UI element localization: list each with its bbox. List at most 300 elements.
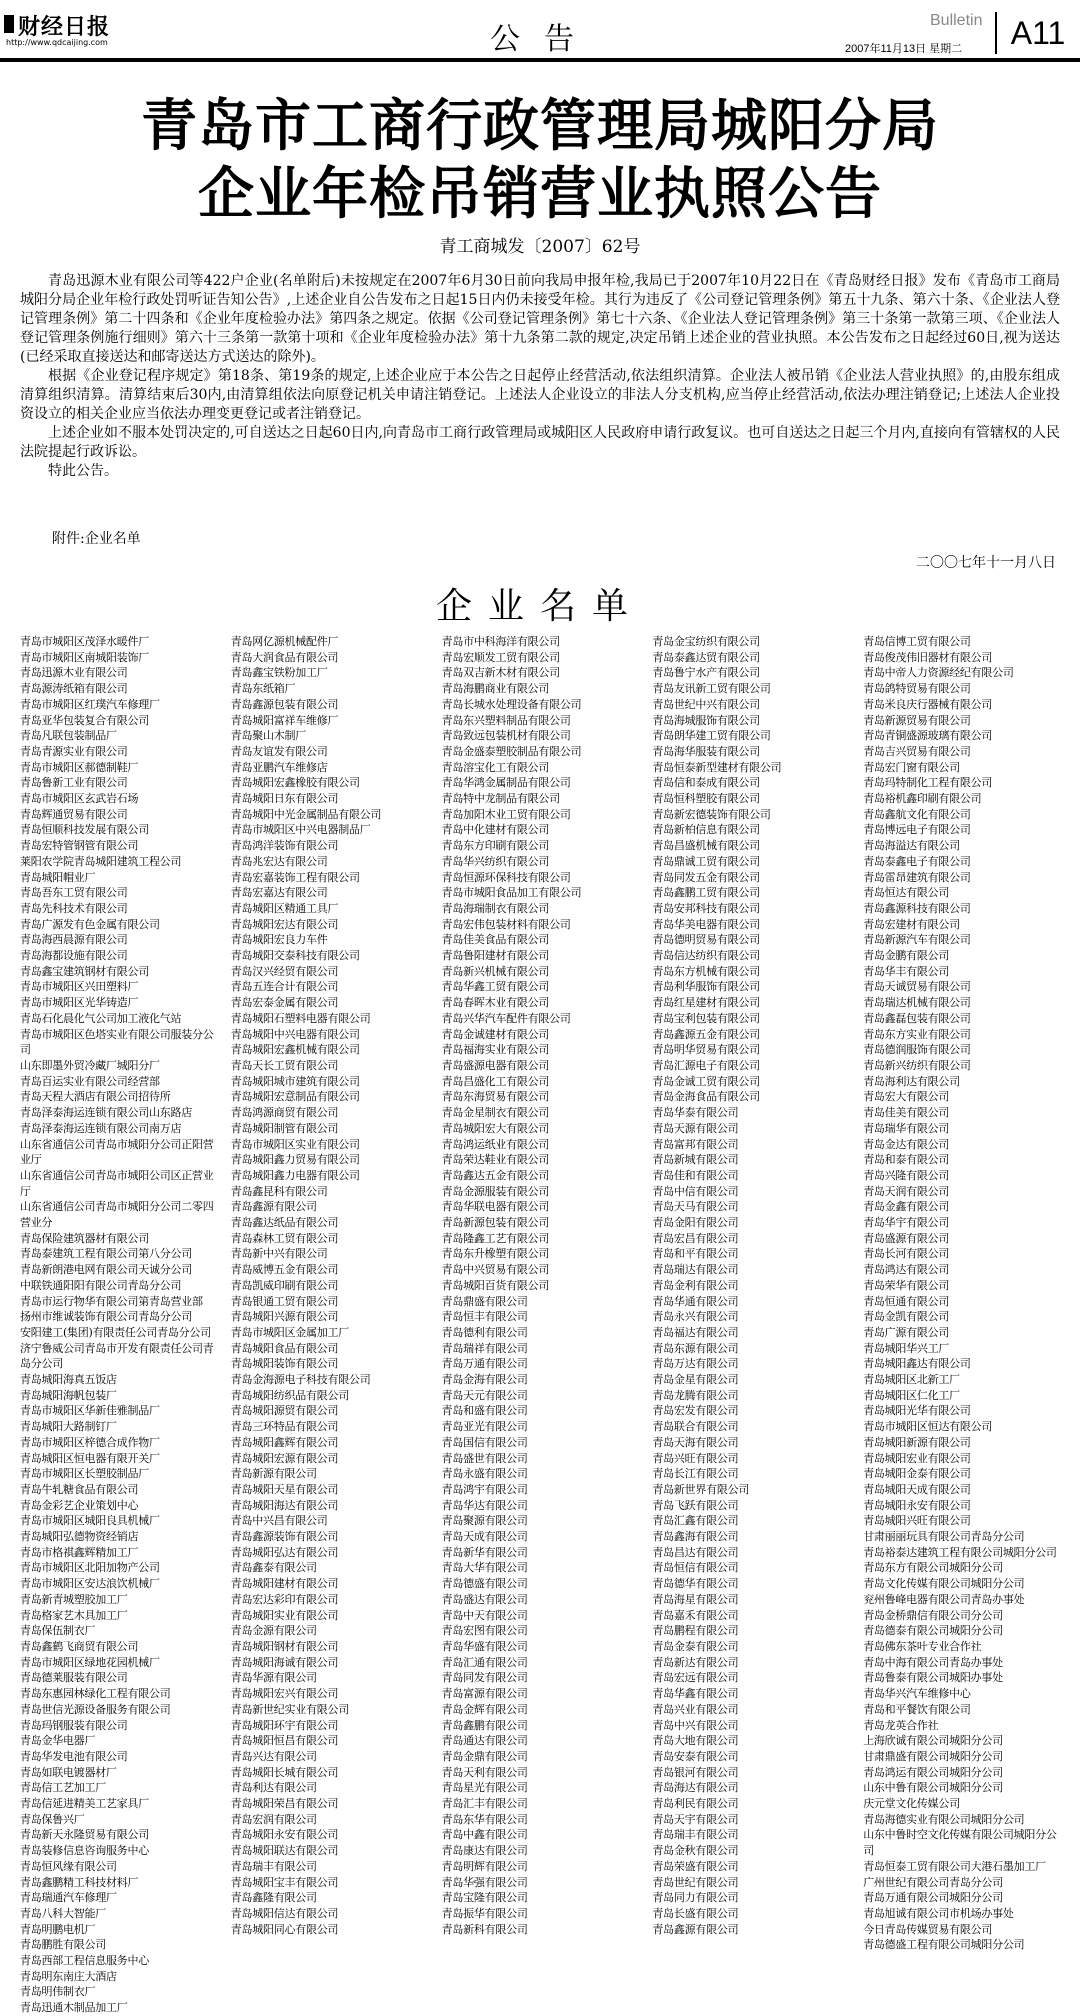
company-name: 青岛城阳永安有限公司 [863, 1498, 971, 1512]
company-name: 青岛恒信有限公司 [652, 1561, 739, 1575]
company-name: 青岛东方印刷有限公司 [441, 839, 550, 853]
company-name: 青岛市城阳区安达浪饮机械厂 [20, 1577, 160, 1591]
company-name: 青岛城阳宏达有限公司 [230, 917, 339, 931]
company-name: 青岛鑫达五金有限公司 [441, 1168, 550, 1182]
company-name: 青岛宏顺发工贸有限公司 [441, 650, 560, 664]
company-name: 青岛裕泰达建筑工程有限公司城阳分公司 [863, 1545, 1057, 1559]
company-name: 青岛鑫宝建筑钢材有限公司 [20, 964, 149, 978]
company-name: 青岛天利有限公司 [441, 1765, 528, 1779]
company-name: 青岛城阳宏鑫橡胶有限公司 [230, 776, 360, 790]
company-name: 青岛华盛有限公司 [441, 1640, 528, 1653]
company-name: 青岛信博工贸有限公司 [863, 635, 971, 648]
company-name: 青岛城阳鑫辉有限公司 [230, 1435, 339, 1449]
company-name: 青岛佳美有限公司 [863, 1106, 950, 1120]
company-name: 青岛东纸箱厂 [230, 682, 296, 696]
company-name: 青岛城阳宏鑫机械有限公司 [230, 1043, 360, 1057]
company-name: 青岛城阳海诚有限公司 [230, 1655, 339, 1669]
company-name: 青岛中兴贸易有限公司 [441, 1263, 550, 1277]
company-name: 青岛华通有限公司 [652, 1294, 739, 1308]
company-name: 青岛城阳鑫力贸易有限公司 [230, 1153, 360, 1167]
company-name: 青岛市城阳区金属加工厂 [230, 1325, 350, 1339]
company-name: 青岛华达有限公司 [441, 1498, 528, 1512]
company-name: 青岛市城阳区兴田塑料厂 [20, 980, 139, 994]
company-name: 青岛金星有限公司 [652, 1373, 739, 1387]
company-name: 青岛金源有限公司 [230, 1624, 317, 1638]
company-name: 青岛城阳城市建筑有限公司 [230, 1074, 360, 1088]
company-name: 青岛海华服装有限公司 [652, 744, 760, 758]
company-name: 青岛瑞通汽车修理厂 [20, 1891, 117, 1905]
company-name: 青岛盛源电器有限公司 [441, 1058, 550, 1072]
company-name: 青岛保鲁兴厂 [20, 1812, 85, 1826]
company-name: 青岛市城阳区长塑胶制品厂 [20, 1467, 149, 1481]
company-name: 青岛鸽特贸易有限公司 [863, 682, 971, 696]
company-name: 青岛雷昂建筑有限公司 [863, 870, 971, 884]
company-name: 青岛宏特管钢管有限公司 [20, 839, 139, 853]
company-name: 青岛金诚工贸有限公司 [652, 1074, 760, 1088]
company-name: 青岛东升橡塑有限公司 [441, 1247, 550, 1261]
company-name: 青岛宏嘉装饰工程有限公司 [230, 870, 360, 884]
company-name: 青岛昌盛化工有限公司 [441, 1074, 550, 1088]
company-name: 青岛泰鑫电子有限公司 [863, 854, 971, 868]
company-name: 青岛市城阳区郝德制鞋厂 [20, 760, 139, 774]
company-name: 青岛明辉有限公司 [441, 1859, 528, 1873]
company-name: 青岛市格祺鑫辉精加工厂 [20, 1545, 139, 1559]
company-name: 青岛信和泰成有限公司 [652, 776, 760, 790]
company-name: 青岛鑫隆有限公司 [230, 1891, 317, 1905]
company-name: 青岛新世纪实业有限公司 [230, 1702, 350, 1716]
company-name: 青岛市城阳区玄武岩石场 [20, 792, 139, 806]
company-name: 青岛佳和有限公司 [652, 1168, 739, 1182]
company-name: 青岛凯威印刷有限公司 [230, 1278, 339, 1292]
company-name: 兖州鲁峰电器有限公司青岛办事处 [863, 1592, 1025, 1606]
company-name: 青岛海瑞制衣有限公司 [441, 901, 550, 915]
company-name: 青岛城阳海真五饭店 [20, 1373, 117, 1387]
company-name: 青岛金泰有限公司 [652, 1640, 739, 1653]
company-name: 青岛瑞祥有限公司 [441, 1341, 528, 1355]
company-name: 青岛中天有限公司 [441, 1608, 528, 1622]
company-name: 青岛万通有限公司 [441, 1357, 528, 1371]
company-name: 青岛鸿洋装饰有限公司 [230, 839, 339, 853]
company-name: 青岛华发电池有限公司 [20, 1749, 128, 1763]
company-name: 青岛信延进精美工艺家具厂 [20, 1797, 149, 1811]
company-name: 青岛恒科塑胶有限公司 [652, 792, 760, 806]
company-name: 青岛宏图有限公司 [441, 1624, 528, 1638]
company-name: 青岛金盛泰塑胶制品有限公司 [441, 744, 582, 758]
company-name: 青岛万达有限公司 [652, 1357, 739, 1371]
company-name: 青岛裕机鑫印刷有限公司 [863, 792, 982, 806]
company-name: 青岛东海贸易有限公司 [441, 1090, 550, 1104]
company-name: 青岛荣达鞋业有限公司 [441, 1153, 550, 1167]
company-name: 青岛迅通木制品加工厂 [20, 2001, 128, 2015]
company-name: 青岛宏发有限公司 [652, 1404, 739, 1418]
newspaper-logo [4, 10, 111, 50]
company-name: 青岛宝隆有限公司 [441, 1891, 528, 1905]
company-name: 青岛兴隆有限公司 [863, 1168, 950, 1182]
company-name: 青岛市城阳区茂泽水暖件厂 [20, 635, 149, 648]
company-name: 青岛春晖木业有限公司 [441, 996, 550, 1010]
company-name: 青岛市城阳区绿地花园机械厂 [20, 1655, 160, 1669]
company-name: 青岛金海食品有限公司 [652, 1090, 760, 1104]
company-name: 青岛富邦有限公司 [652, 1137, 739, 1151]
company-name: 青岛海德实业有限公司城阳分公司 [863, 1812, 1025, 1826]
company-name: 青岛金达有限公司 [863, 1137, 950, 1151]
company-name: 青岛恒泰工贸有限公司大港石墨加工厂 [863, 1859, 1046, 1873]
company-name: 青岛鑫泰有限公司 [230, 1561, 317, 1575]
company-name: 青岛新宏德装饰有限公司 [652, 807, 771, 821]
company-name: 青岛新源有限公司 [230, 1467, 317, 1481]
company-name: 青岛天润有限公司 [863, 1184, 950, 1198]
company-name: 青岛新中兴有限公司 [230, 1247, 328, 1261]
company-name: 青岛宏伟包装材料有限公司 [441, 917, 571, 931]
company-name: 青岛永盛有限公司 [441, 1467, 528, 1481]
company-name: 青岛鼎盛有限公司 [441, 1294, 528, 1308]
company-name: 青岛鑫源有限公司 [652, 1922, 739, 1936]
company-name: 青岛兆宏达有限公司 [230, 854, 328, 868]
company-name: 青岛东兴塑料制品有限公司 [441, 713, 571, 727]
company-column [20, 634, 222, 2015]
company-name: 青岛鑫鹤飞商贸有限公司 [20, 1640, 139, 1653]
company-name: 青岛市城阳区南城阳装饰厂 [20, 650, 149, 664]
company-name: 青岛长江有限公司 [652, 1467, 739, 1481]
company-name: 青岛鑫源包装有限公司 [230, 697, 339, 711]
company-name: 青岛城阳环宇有限公司 [230, 1718, 339, 1732]
company-name: 青岛城阳弘达有限公司 [230, 1545, 339, 1559]
company-name: 青岛利达有限公司 [230, 1781, 317, 1795]
company-list-title: 企业名单 [435, 586, 644, 627]
notice-title [0, 92, 1080, 228]
company-name: 青岛富源有限公司 [441, 1687, 528, 1701]
company-name: 青岛新兴机械有限公司 [441, 964, 550, 978]
company-name: 青岛城阳长城有限公司 [230, 1765, 339, 1779]
company-name: 山东省通信公司青岛市城阳分公司正阳营业厅 [20, 1137, 214, 1167]
company-name: 青岛华鸿金属制品有限公司 [441, 776, 571, 790]
company-name: 青岛泰建筑工程有限公司第八分公司 [20, 1247, 192, 1261]
company-name: 青岛中兴昌有限公司 [230, 1514, 328, 1528]
company-name: 青岛新朗港电网有限公司天诚分公司 [20, 1263, 192, 1277]
company-name: 青岛中化建材有限公司 [441, 823, 550, 837]
company-name: 青岛和泰有限公司 [863, 1153, 950, 1167]
company-name: 青岛宏泰金属有限公司 [230, 996, 339, 1010]
company-name: 庆元堂文化传媒公司 [863, 1797, 960, 1811]
company-name: 青岛华源有限公司 [230, 1671, 317, 1685]
company-name: 青岛城阳区仁化工厂 [863, 1388, 960, 1402]
company-name: 青岛城阳弘德物资经销店 [20, 1530, 139, 1544]
company-name: 青岛新天永隆贸易有限公司 [20, 1828, 149, 1842]
company-name: 青岛城阳荣昌有限公司 [230, 1797, 339, 1811]
company-name: 青岛广源发有色金属有限公司 [20, 917, 160, 931]
company-name: 青岛市运行物华有限公司第青岛营业部 [20, 1294, 203, 1308]
company-name: 青岛鑫源科技有限公司 [863, 901, 971, 915]
company-name: 青岛德泰有限公司城阳分公司 [863, 1624, 1003, 1638]
company-name: 青岛兴旺有限公司 [652, 1451, 739, 1465]
company-name: 青岛银通工贸有限公司 [230, 1294, 339, 1308]
company-name: 青岛城阳制管有限公司 [230, 1121, 339, 1135]
company-name: 青岛城阳恒昌有限公司 [230, 1734, 339, 1748]
company-name: 青岛市城阳食品加工有限公司 [441, 886, 582, 900]
company-name: 青岛鸿源商贸有限公司 [230, 1106, 339, 1120]
company-name: 青岛城阳鑫力电器有限公司 [230, 1168, 360, 1182]
company-name: 青岛市城阳区红璞汽车修理厂 [20, 697, 160, 711]
company-name: 青岛瑞丰有限公司 [230, 1859, 317, 1873]
company-name: 青岛金海有限公司 [441, 1373, 528, 1387]
company-name: 青岛城阳宏大有限公司 [441, 1121, 550, 1135]
company-name: 青岛聚山木制厂 [230, 729, 307, 743]
company-name: 青岛城阳海帆包装厂 [20, 1388, 117, 1402]
company-name: 青岛城阳交泰科技有限公司 [230, 949, 360, 963]
company-name: 安阳建工(集团)有限责任公司青岛分公司 [20, 1325, 211, 1339]
company-name: 青岛旭诚有限公司市机场办事处 [863, 1906, 1014, 1920]
company-name: 青岛福海实业有限公司 [441, 1043, 550, 1057]
company-name: 青岛振华有限公司 [441, 1906, 528, 1920]
company-name: 青岛城阳帽业厂 [20, 870, 96, 884]
company-name: 青岛青铜盛源玻璃有限公司 [863, 729, 993, 743]
company-name: 青岛福达有限公司 [652, 1325, 739, 1339]
company-name: 青岛宏远有限公司 [652, 1671, 739, 1685]
company-name: 青岛亚鹏汽车维修店 [230, 760, 328, 774]
company-name: 山东省通信公司青岛市城阳公司区正营业厅 [20, 1168, 214, 1198]
company-name: 莱阳农学院青岛城阳建筑工程公司 [20, 854, 182, 868]
company-name: 青岛石化晨化气公司加工液化气站 [20, 1011, 182, 1025]
company-name: 青岛宏达彩印有限公司 [230, 1592, 339, 1606]
company-name: 青岛宏润有限公司 [230, 1812, 317, 1826]
company-name: 青岛鑫源有限公司 [230, 1200, 317, 1214]
company-name: 青岛华美电器有限公司 [652, 917, 760, 931]
company-name: 青岛三环特品有限公司 [230, 1420, 339, 1434]
company-name: 青岛恒达有限公司 [863, 886, 950, 900]
company-name: 青岛加阳木业工贸有限公司 [441, 807, 571, 821]
company-name: 青岛飞跃有限公司 [652, 1498, 739, 1512]
issue-date: 2007年11月13日 星期二 [845, 43, 963, 55]
company-name: 青岛中兴有限公司 [652, 1718, 739, 1732]
notice-title-line1: 青岛市工商行政管理局城阳分局 [141, 93, 939, 159]
notice-body [20, 272, 1060, 481]
company-name: 青岛信工艺加工厂 [20, 1781, 106, 1795]
company-name: 青岛鑫磊包装有限公司 [863, 1011, 971, 1025]
company-list [20, 634, 1065, 2015]
company-name: 青岛星光有限公司 [441, 1781, 528, 1795]
company-name: 青岛盛源有限公司 [863, 1231, 950, 1245]
company-name: 青岛青源实业有限公司 [20, 744, 128, 758]
company-name: 青岛佛东茶叶专业合作社 [863, 1640, 982, 1653]
company-name: 青岛隆鑫工艺有限公司 [441, 1231, 550, 1245]
company-name: 中联铁通阳阳有限公司青岛分公司 [20, 1278, 182, 1292]
company-column [231, 634, 433, 1934]
company-name: 青岛金辉有限公司 [441, 1702, 528, 1716]
company-name: 青岛金鼎有限公司 [441, 1749, 528, 1763]
company-name: 青岛金秋有限公司 [652, 1844, 739, 1858]
company-name: 青岛迅源木业有限公司 [20, 666, 128, 680]
company-name: 青岛东方实业有限公司 [863, 1027, 971, 1041]
company-name: 青岛城阳区北新工厂 [863, 1373, 960, 1387]
company-name: 青岛新世界有限公司 [652, 1482, 750, 1496]
section-title: 公告 [490, 22, 598, 57]
company-name: 青岛长盛有限公司 [652, 1906, 739, 1920]
company-name: 青岛城阳宏意制品有限公司 [230, 1090, 360, 1104]
company-name: 青岛城阳光华有限公司 [863, 1404, 971, 1418]
company-name: 青岛森林工贸有限公司 [230, 1231, 339, 1245]
company-name: 青岛永兴有限公司 [652, 1310, 739, 1324]
company-name: 青岛德明贸易有限公司 [652, 933, 760, 947]
newspaper-url: http://www.qdcaijing.com [6, 38, 108, 47]
company-name: 青岛亚光有限公司 [441, 1420, 528, 1434]
company-name: 青岛致远包装机材有限公司 [441, 729, 571, 743]
company-name: 青岛市城阳区梓德合成作物厂 [20, 1435, 160, 1449]
company-name: 青岛城阳建材有限公司 [230, 1577, 339, 1591]
company-name: 扬州市维诚装饰有限公司青岛分公司 [20, 1310, 192, 1324]
company-name: 青岛天马有限公司 [652, 1200, 739, 1214]
company-name: 青岛新源汽车有限公司 [863, 933, 971, 947]
company-name: 青岛恒丰有限公司 [441, 1310, 528, 1324]
company-name: 青岛威博五金有限公司 [230, 1263, 339, 1277]
company-name: 青岛市城阳区恒达有限公司 [863, 1420, 993, 1434]
company-name: 青岛城阳百货有限公司 [441, 1278, 550, 1292]
company-name: 青岛德盛工程有限公司城阳分公司 [863, 1938, 1025, 1952]
company-name: 青岛新源贸易有限公司 [863, 713, 971, 727]
company-name: 青岛中海有限公司青岛办事处 [863, 1655, 1003, 1669]
company-name: 青岛城阳宏业有限公司 [863, 1451, 971, 1465]
company-name: 青岛金桥鼎信有限公司分公司 [863, 1608, 1003, 1622]
company-name: 青岛鑫鹏工贸有限公司 [652, 886, 760, 900]
company-name: 青岛鹏胜有限公司 [20, 1938, 106, 1952]
company-name: 青岛玛特制化工程有限公司 [863, 776, 993, 790]
company-name: 青岛瑞丰有限公司 [652, 1828, 739, 1842]
company-name: 山东省通信公司青岛市城阳分公司二零四营业分 [20, 1200, 214, 1230]
company-name: 青岛宏昌有限公司 [652, 1231, 739, 1245]
company-name: 青岛金源服装有限公司 [441, 1184, 550, 1198]
company-column [652, 634, 854, 1934]
company-column [863, 634, 1065, 1952]
company-name: 青岛鑫源装饰有限公司 [230, 1530, 339, 1544]
company-name: 青岛海城服饰有限公司 [652, 713, 760, 727]
company-name: 青岛信达纺织有限公司 [652, 949, 760, 963]
company-name: 青岛鑫源五金有限公司 [652, 1027, 760, 1041]
company-name: 青岛格家艺木具加工厂 [20, 1608, 128, 1622]
company-name: 山东即墨外贸冷藏厂城阳分厂 [20, 1058, 160, 1072]
company-name: 青岛市城阳区实业有限公司 [230, 1137, 360, 1151]
company-name: 青岛凡联包装制品厂 [20, 729, 117, 743]
company-name: 青岛天程大酒店有限公司招待所 [20, 1090, 171, 1104]
company-name: 青岛龙腾有限公司 [652, 1388, 739, 1402]
company-name: 青岛瑞达有限公司 [652, 1263, 739, 1277]
company-name: 青岛城阳宏源有限公司 [230, 1451, 339, 1465]
company-name: 青岛城阳宝丰有限公司 [230, 1875, 339, 1889]
company-name: 青岛金宝纺织有限公司 [652, 635, 760, 648]
company-name: 青岛宏嘉达有限公司 [230, 886, 328, 900]
company-name: 青岛新柏信息有限公司 [652, 823, 760, 837]
company-name: 青岛鸿运纸业有限公司 [441, 1137, 550, 1151]
company-name: 青岛宏建材有限公司 [863, 917, 960, 931]
company-name: 青岛华丰有限公司 [863, 964, 950, 978]
company-name: 山东中鲁有限公司城阳分公司 [863, 1781, 1003, 1795]
company-name: 青岛华泰有限公司 [652, 1106, 739, 1120]
company-name: 青岛市城阳区北阳加物产公司 [20, 1561, 160, 1575]
company-name: 青岛泰鑫达贸有限公司 [652, 650, 760, 664]
company-name: 青岛双吉新木材有限公司 [441, 666, 560, 680]
company-name: 青岛天宇有限公司 [652, 1812, 739, 1826]
company-name: 青岛东源有限公司 [652, 1341, 739, 1355]
company-name: 青岛市城阳区城阳良具机械厂 [20, 1514, 160, 1528]
notice-title-line2: 企业年检吊销营业执照公告 [198, 161, 882, 227]
company-name: 青岛保险建筑器材有限公司 [20, 1231, 149, 1245]
company-name: 青岛网亿源机械配件厂 [230, 635, 339, 648]
company-name: 青岛金彩艺企业策划中心 [20, 1498, 139, 1512]
company-name: 青岛泽泰海运连锁有限公司南万店 [20, 1121, 182, 1135]
company-name: 青岛长城水处理设备有限公司 [441, 697, 582, 711]
company-name: 甘肃鼎盛有限公司城阳分公司 [863, 1749, 1003, 1763]
company-name: 青岛海达有限公司 [652, 1781, 739, 1795]
company-name: 青岛宏门窗有限公司 [863, 760, 960, 774]
company-name: 青岛溶宝化工有限公司 [441, 760, 550, 774]
company-name: 青岛新城有限公司 [652, 1153, 739, 1167]
company-name: 青岛新青城塑胶加工厂 [20, 1592, 128, 1606]
company-name: 青岛明东南庄大酒店 [20, 1969, 117, 1983]
company-name: 今日青岛传媒贸易有限公司 [863, 1922, 993, 1936]
company-name: 青岛汇通有限公司 [441, 1655, 528, 1669]
company-name: 青岛海利达有限公司 [863, 1074, 960, 1088]
company-name: 青岛中鑫有限公司 [441, 1828, 528, 1842]
company-name: 青岛同力有限公司 [652, 1891, 739, 1905]
company-name: 青岛大润食品有限公司 [230, 650, 339, 664]
company-name: 青岛市城阳区华新佳雅制品厂 [20, 1404, 160, 1418]
company-name: 青岛广源有限公司 [863, 1325, 950, 1339]
company-name: 青岛市城阳区中兴电器制品厂 [230, 823, 371, 837]
company-name: 青岛万通有限公司城阳分公司 [863, 1891, 1003, 1905]
company-name: 青岛新源包装有限公司 [441, 1216, 550, 1230]
company-name: 青岛金华电器厂 [20, 1734, 96, 1748]
company-name: 青岛和平有限公司 [652, 1247, 739, 1261]
company-name: 甘肃丽丽玩具有限公司青岛分公司 [863, 1530, 1025, 1544]
company-name: 青岛源涛纸箱有限公司 [20, 682, 128, 696]
company-name: 青岛城阳金泰有限公司 [863, 1467, 971, 1481]
company-name: 青岛明华贸易有限公司 [652, 1043, 760, 1057]
company-name: 青岛天海有限公司 [652, 1435, 739, 1449]
company-name: 青岛荣盛有限公司 [652, 1859, 739, 1873]
company-name: 青岛东方机械有限公司 [652, 964, 760, 978]
company-name: 青岛金凯有限公司 [863, 1310, 950, 1324]
company-name: 青岛金星制衣有限公司 [441, 1106, 550, 1120]
company-name: 青岛城阳天成有限公司 [863, 1482, 971, 1496]
company-name: 青岛宏大有限公司 [863, 1090, 950, 1104]
company-name: 青岛城阳宏兴有限公司 [230, 1687, 339, 1701]
company-name: 青岛新达有限公司 [652, 1655, 739, 1669]
company-name: 青岛城阳华兴工厂 [863, 1341, 950, 1355]
company-name: 青岛明伟制衣厂 [20, 1985, 96, 1999]
company-name: 济宁鲁威公司青岛市开发有限责任公司青岛分公司 [20, 1341, 214, 1371]
company-name: 青岛城阳永安有限公司 [230, 1828, 339, 1842]
company-name: 青岛城阳钢材有限公司 [230, 1640, 339, 1653]
company-name: 青岛金鹏有限公司 [863, 949, 950, 963]
company-name: 青岛荣华有限公司 [863, 1278, 950, 1292]
company-name: 青岛友谊发有限公司 [230, 744, 328, 758]
company-name: 青岛城阳日东有限公司 [230, 792, 339, 806]
company-name: 青岛联合有限公司 [652, 1420, 739, 1434]
company-name: 青岛金利有限公司 [652, 1278, 739, 1292]
company-name: 青岛城阳区精通工具厂 [230, 901, 339, 915]
company-name: 青岛俊茂伟旧器材有限公司 [863, 650, 993, 664]
signature-date: 二〇〇七年十一月八日 [916, 555, 1056, 571]
company-name: 青岛和盛有限公司 [441, 1404, 528, 1418]
company-name: 青岛世纪有限公司 [652, 1875, 739, 1889]
company-name: 青岛新科有限公司 [441, 1922, 528, 1936]
company-name: 青岛昌达有限公司 [652, 1545, 739, 1559]
company-name: 青岛汇源电子有限公司 [652, 1058, 760, 1072]
company-name: 青岛德盛有限公司 [441, 1577, 528, 1591]
company-name: 青岛华强有限公司 [441, 1875, 528, 1889]
company-name: 青岛金阳有限公司 [652, 1216, 739, 1230]
company-name: 青岛城阳联达有限公司 [230, 1844, 339, 1858]
company-name: 青岛米良庆行器械有限公司 [863, 697, 993, 711]
company-name: 青岛城阳兴旺有限公司 [863, 1514, 971, 1528]
